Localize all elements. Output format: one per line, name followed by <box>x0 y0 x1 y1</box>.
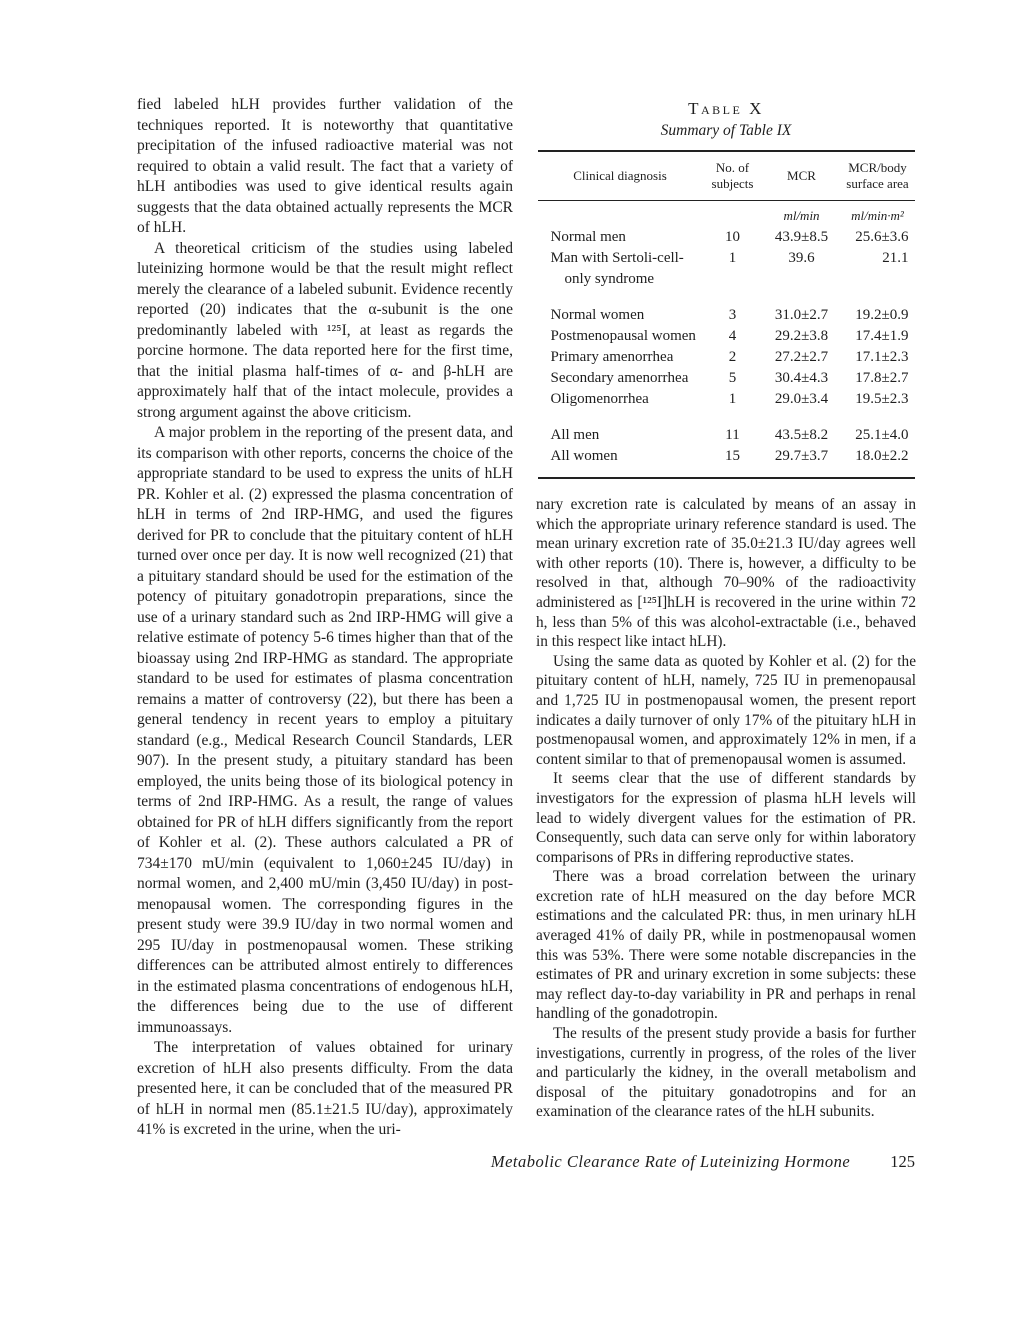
table-x <box>538 99 915 479</box>
cell-mcr: 39.6 <box>788 250 815 266</box>
cell-subjects: 5 <box>728 370 737 386</box>
table-row <box>538 326 915 347</box>
cell-diagnosis: Normal women <box>550 307 645 323</box>
cell-subjects: 15 <box>725 448 740 464</box>
cell-subjects: 3 <box>728 307 737 323</box>
column-header-diagnosis: Clinical diagnosis <box>573 167 667 183</box>
paragraph: There was a broad correlation between the urinary excretion rate of hLH measured on the day before MCR estimations and the calculated PR: thus, in men urinary hLH averaged 41% of daily PR, while in postmenopausal women this was 53%. There were some notable discrepancies in the estimates of PR and urinary excretion in some subjects: these may reflect day-to-day variability in PR and perhaps in renal handling of the gonadotropin. <box>536 868 916 1023</box>
table-row <box>538 347 915 368</box>
table-row <box>538 227 915 248</box>
paragraph: The interpretation of values obtained for urinary excretion of hLH also presents difficulty. From the data presented here, it can be concluded that of the measured PR of hLH in normal men (85.1±21.5 IU/day), approximately 41% is excreted in the urine, when the uri- <box>137 1039 513 1138</box>
cell-mcr: 43.9±8.5 <box>774 229 829 245</box>
running-title: Metabolic Clearance Rate of Luteinizing Hormone <box>490 1152 851 1171</box>
table-label: Table X <box>688 99 764 118</box>
page-number: 125 <box>890 1152 915 1171</box>
table-caption: Summary of Table IX <box>660 122 792 139</box>
cell-mcr-bsa: 21.1 <box>882 250 909 266</box>
table-group-women <box>538 305 915 410</box>
cell-mcr: 31.0±2.7 <box>774 307 829 323</box>
unit-mcr-bsa: ml/min·m² <box>851 208 904 223</box>
page-footer <box>137 1152 915 1172</box>
table-group-men <box>538 227 915 290</box>
table-row <box>538 248 915 290</box>
cell-diagnosis: Man with Sertoli-cell- only syndrome <box>550 250 684 287</box>
table-group-totals <box>538 425 915 467</box>
table-row <box>538 305 915 326</box>
cell-mcr: 29.0±3.4 <box>774 391 829 407</box>
cell-mcr-bsa: 19.2±0.9 <box>855 307 909 323</box>
unit-mcr: ml/min <box>783 208 820 223</box>
cell-subjects: 10 <box>725 229 740 245</box>
paragraph: A theoretical criticism of the studies using labeled luteinizing hormone would be that the result might reflect merely the clearance of a labeled subunit. Evidence recently reported (20) indicates that the α-subunit is the one predominantly labeled with ¹²⁵I, at least as regards the porcine hormone. The data reported here for the first time, that the initial plasma half-times of α- and β-hLH are approximately half that of the intact molecule, provides a strong argument against the above criticism. <box>137 239 513 421</box>
cell-mcr-bsa: 17.8±2.7 <box>855 370 909 386</box>
cell-mcr-bsa: 18.0±2.2 <box>855 448 909 464</box>
cell-diagnosis: Normal men <box>550 229 626 245</box>
cell-diagnosis: Secondary amenorrhea <box>550 370 689 386</box>
left-column <box>137 95 513 1141</box>
cell-mcr: 29.2±3.8 <box>774 328 829 344</box>
column-header-subjects: No. of subjects <box>711 160 754 191</box>
cell-diagnosis: Oligomenorrhea <box>550 391 649 407</box>
table-rule-bottom <box>538 477 915 479</box>
cell-diagnosis: Postmenopausal women <box>550 328 696 344</box>
right-column <box>536 95 916 1141</box>
cell-mcr: 29.7±3.7 <box>774 448 829 464</box>
cell-diagnosis: Primary amenorrhea <box>550 349 674 365</box>
cell-subjects: 11 <box>725 427 740 443</box>
column-header-mcr-bsa: MCR/body surface area <box>846 160 909 191</box>
cell-mcr-bsa: 25.1±4.0 <box>855 427 909 443</box>
table-header-row <box>538 152 915 200</box>
table-row <box>538 368 915 389</box>
paragraph: A major problem in the reporting of the present data, and its comparison with other reports, concerns the choice of the appropriate standard to be used to express the units of hLH PR. Kohler et al. (2) expressed the plasma concentration of hLH in terms of 2nd IRP-HMG, and used the figures derived for PR to conclude that the pituitary content of hLH turned over once per day. It is now well recognized (21) that a pituitary standard should be used for the estimation of the potency of pituitary gonadotropin preparations, since the use of a urinary standard such as 2nd IRP-HMG will give a relative estimate of potency 5-6 times higher than that of the bioassay using 2nd IRP-HMG as standard. The appropriate standard to be used for estimates of plasma concentration remains a matter of controversy (22), but there has been a general tendency in recent years to employ a pituitary standard (e.g., Medical Research Council Standards, LER 907). In the present study, a pituitary standard has been employed, the units being those of its biological potency in terms of 2nd IRP-HMG. As a result, the range of values obtained for PR of hLH differs significantly from the report of Kohler et al. (2). These authors calculated a PR of 734±170 mU/min (equivalent to 1,060±245 IU/day) in normal women, and 2,400 mU/min (3,450 IU/day) in post-menopausal women. The corresponding figures in the present study were 39.9 IU/day in two normal women and 295 IU/day in postmenopausal women. These striking differences can be attributed almost entirely to differences in the estimated plasma concentrations of endogenous hLH, the differences being due to the use of different immunoassays. <box>137 424 513 1036</box>
table-row <box>538 446 915 467</box>
text-columns <box>137 95 916 1141</box>
column-header-mcr: MCR <box>787 167 816 183</box>
paragraph: It seems clear that the use of different standards by investigators for the expression of plasma hLH levels will lead to widely divergent values for the estimation of PR. Consequently, such data can serve only for within laboratory comparisons of PRs in differing reproductive states. <box>536 770 916 866</box>
table-row <box>538 425 915 446</box>
cell-mcr-bsa: 17.1±2.3 <box>855 349 909 365</box>
cell-mcr-bsa: 17.4±1.9 <box>855 328 909 344</box>
cell-mcr: 27.2±2.7 <box>774 349 829 365</box>
cell-diagnosis: All women <box>550 448 618 464</box>
cell-subjects: 1 <box>728 250 737 266</box>
cell-mcr-bsa: 19.5±2.3 <box>855 391 909 407</box>
units-row <box>538 208 915 224</box>
cell-subjects: 4 <box>728 328 737 344</box>
paragraph: fied labeled hLH provides further validation of the techniques reported. It is noteworthy that quantitative precipitation of the infused radioactive material was not required to obtain a valid result. The fact that a variety of hLH antibodies was used to give identical results again suggests that the data obtained actually represents the MCR of hLH. <box>137 96 513 236</box>
cell-diagnosis: All men <box>550 427 600 443</box>
table-row <box>538 389 915 410</box>
cell-mcr-bsa: 25.6±3.6 <box>855 229 909 245</box>
table-body <box>538 201 915 477</box>
cell-subjects: 2 <box>728 349 737 365</box>
paragraph: Using the same data as quoted by Kohler et al. (2) for the pituitary content of hLH, namely, 725 IU in premenopausal and 1,725 IU in postmenopausal women, the present report indicates a daily turnover of only 17% of the pituitary hLH in postmenopausal women, and approximately 12% in men, if a content similar to that of premenopausal women is assumed. <box>536 652 916 768</box>
cell-mcr: 43.5±8.2 <box>774 427 829 443</box>
cell-subjects: 1 <box>728 391 737 407</box>
paragraph: The results of the present study provide a basis for further investigations, currently in progress, of the roles of the liver and particularly the kidney, in the overall metabolism and disposal of the pituitary gonadotropins and for an examination of the clearance rates of the hLH subunits. <box>536 1025 916 1121</box>
paragraph: nary excretion rate is calculated by means of an assay in which the appropriate urinary reference standard is used. The mean urinary excretion rate of 35.0±21.3 IU/day agrees well with other reports (10). There is, however, a difficulty to be resolved in that, although 70–90% of the radioactivity administered as [¹²⁵I]hLH is recovered in the urine within 72 h, less than 5% of this was alcohol-extractable (i.e., behaved in this respect like intact hLH). <box>536 496 916 651</box>
cell-mcr: 30.4±4.3 <box>774 370 829 386</box>
